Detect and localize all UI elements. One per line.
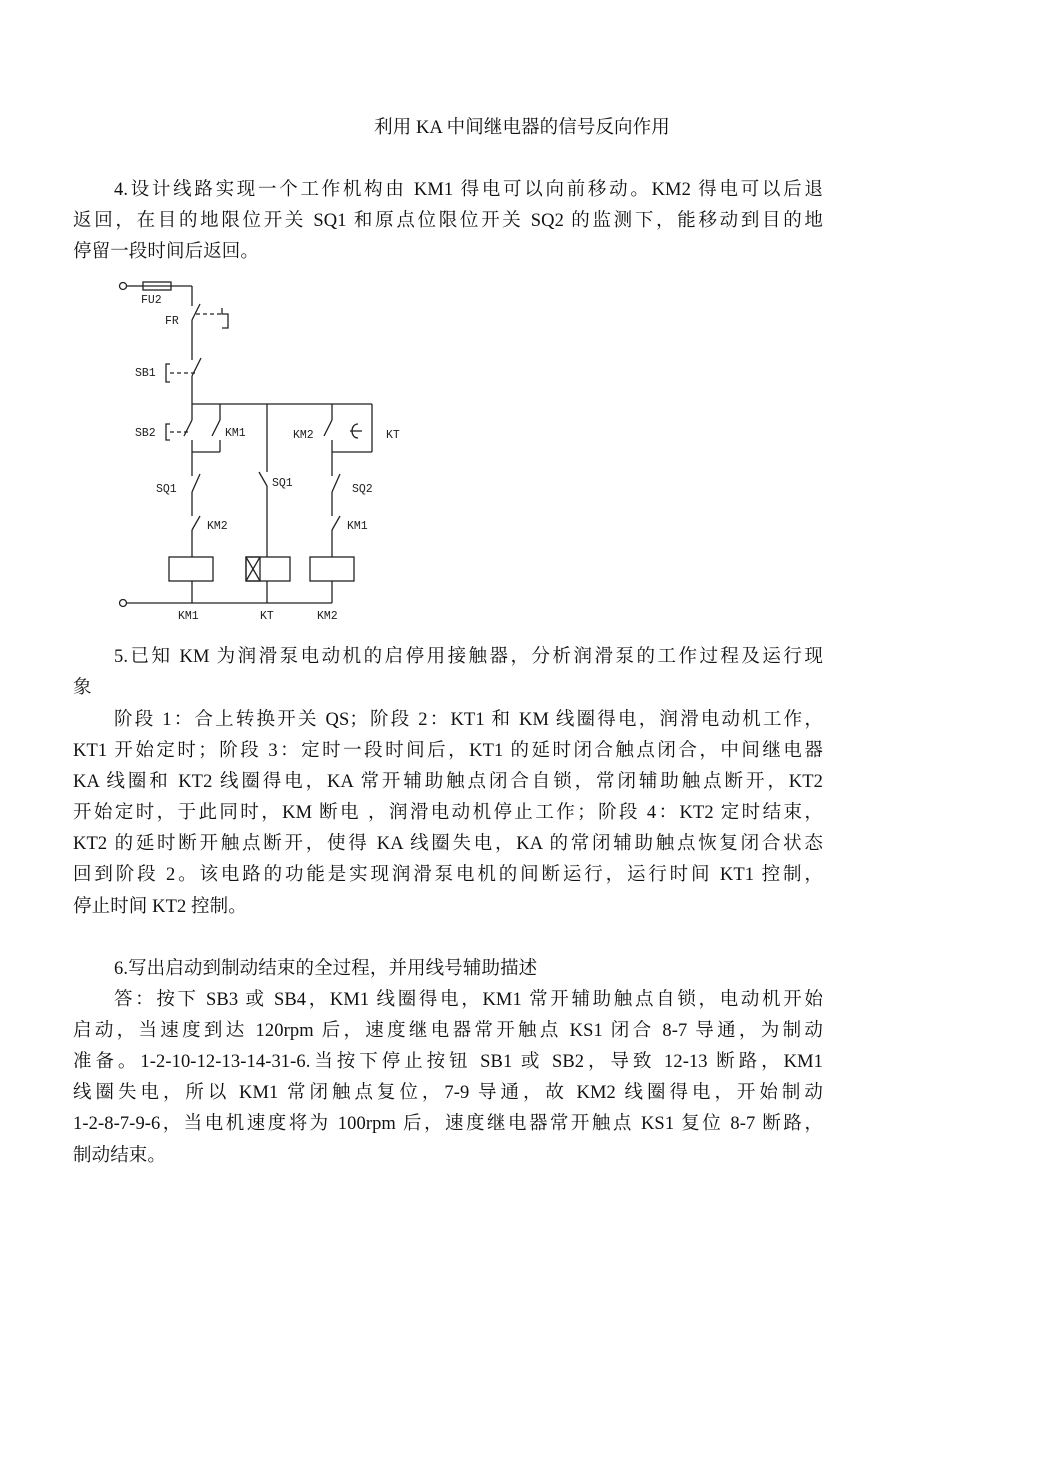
control-circuit-diagram	[110, 272, 410, 632]
sq2-contact	[332, 474, 340, 492]
q4-line-3: 停留一段时间后返回。	[73, 242, 260, 262]
q5-line-7: KT2 的延时断开触点断开，使得 KA 线圈失电，KA 的常闭辅助触点恢复闭合状态	[73, 834, 823, 854]
label-fu2: FU2	[141, 294, 162, 307]
label-km2-contact: KM2	[293, 429, 314, 442]
sq1-contact-left	[192, 474, 200, 492]
sb1-button	[166, 364, 170, 382]
q6-line-4: 准备。1-2-10-12-13-14-31-6.当按下停止按钮 SB1 或 SB2，导致 12-13 断路，KM1	[73, 1052, 823, 1072]
q4-line-1: 4.设计线路实现一个工作机构由 KM1 得电可以向前移动。KM2 得电可以后退	[114, 180, 823, 200]
page-heading: 利用 KA 中间继电器的信号反向作用	[374, 118, 670, 138]
label-fr: FR	[165, 315, 179, 328]
km2-holding-contact	[324, 420, 332, 436]
km1-interlock-contact	[332, 516, 340, 530]
q5-line-6: 开始定时，于此同时，KM 断电 ，润滑电动机停止工作；阶段 4：KT2 定时结束，	[73, 803, 823, 823]
label-sq1-left: SQ1	[156, 483, 177, 496]
q5-line-4: KT1 开始定时；阶段 3：定时一段时间后，KT1 的延时闭合触点闭合，中间继电器	[73, 741, 823, 761]
q6-line-6: 1-2-8-7-9-6，当电机速度将为 100rpm 后，速度继电器常开触点 KS1 复位 8-7 断路，	[73, 1114, 823, 1134]
sq1-contact-mid	[259, 472, 267, 486]
label-coil-kt: KT	[260, 610, 274, 623]
label-coil-km1: KM1	[178, 610, 199, 623]
q4-line-2: 返回，在目的地限位开关 SQ1 和原点位限位开关 SQ2 的监测下，能移动到目的地	[73, 211, 823, 231]
top-terminal	[120, 283, 127, 290]
sb2-button	[166, 424, 170, 440]
label-km1-nc: KM1	[347, 520, 368, 533]
km2-interlock-contact	[192, 516, 200, 530]
fr-actuator	[222, 308, 228, 328]
q5-line-3: 阶段 1：合上转换开关 QS；阶段 2：KT1 和 KM 线圈得电，润滑电动机工作，	[114, 710, 823, 730]
fr-contact	[192, 304, 200, 320]
coil-km2	[310, 557, 354, 581]
label-kt-contact: KT	[386, 429, 400, 442]
q5-line-5: KA 线圈和 KT2 线圈得电，KA 常开辅助触点闭合自锁，常闭辅助触点断开，KT2	[73, 772, 823, 792]
q6-line-7: 制动结束。	[73, 1146, 167, 1166]
label-sq2: SQ2	[352, 483, 373, 496]
q6-line-5: 线圈失电，所以 KM1 常闭触点复位，7-9 导通，故 KM2 线圈得电，开始制动	[73, 1083, 823, 1103]
q5-line-2: 象	[73, 678, 92, 698]
bottom-terminal	[120, 600, 127, 607]
q6-line-3: 启动，当速度到达 120rpm 后，速度继电器常开触点 KS1 闭合 8-7 导通，为制动	[73, 1021, 823, 1041]
q6-line-1: 6.写出启动到制动结束的全过程，并用线号辅助描述	[114, 959, 538, 979]
coil-km1	[169, 557, 213, 581]
label-km2-nc: KM2	[207, 520, 228, 533]
label-sb2: SB2	[135, 427, 156, 440]
label-sq1-mid: SQ1	[272, 477, 293, 490]
q6-line-2: 答：按下 SB3 或 SB4，KM1 线圈得电，KM1 常开辅助触点自锁，电动机开始	[114, 990, 823, 1010]
label-coil-km2: KM2	[317, 610, 338, 623]
label-sb1: SB1	[135, 367, 156, 380]
label-km1-contact: KM1	[225, 427, 246, 440]
q5-line-9: 停止时间 KT2 控制。	[73, 897, 247, 917]
km1-nc-holding-contact	[212, 420, 220, 436]
q5-line-8: 回到阶段 2。该电路的功能是实现润滑泵电机的间断运行，运行时间 KT1 控制，	[73, 865, 823, 885]
q5-line-1: 5.已知 KM 为润滑泵电动机的启停用接触器，分析润滑泵的工作过程及运行现	[114, 647, 823, 667]
